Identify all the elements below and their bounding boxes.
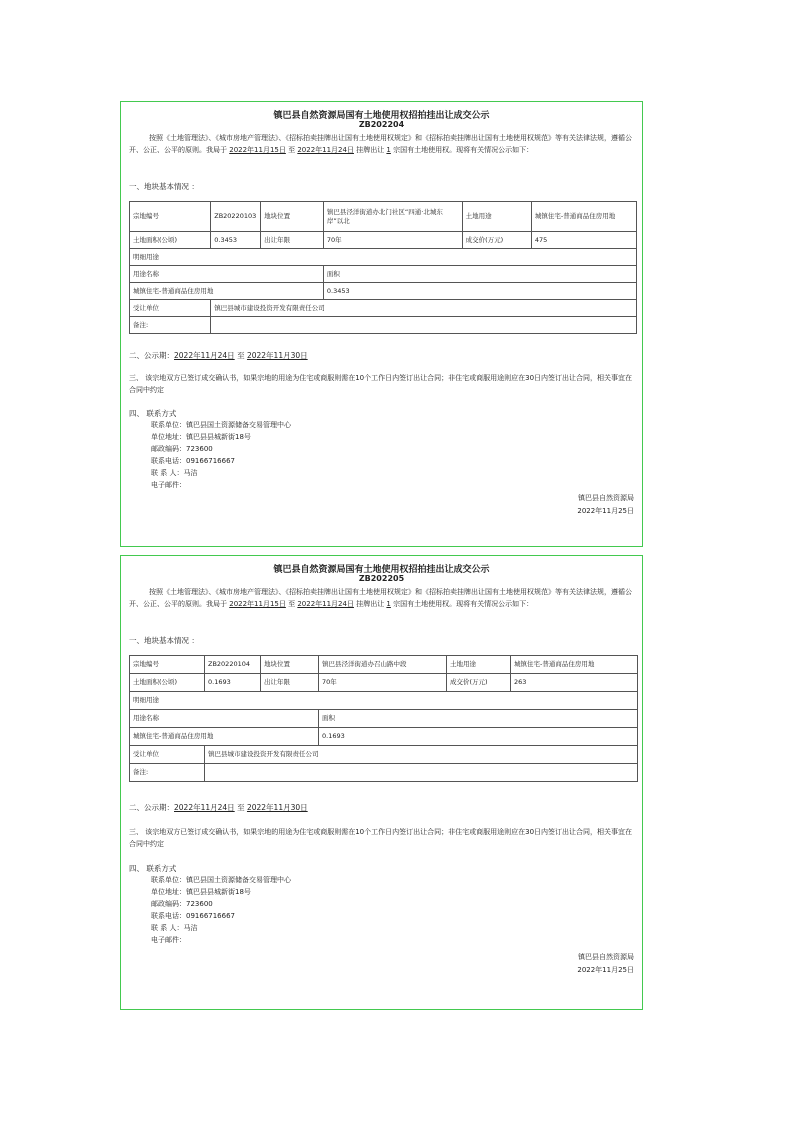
start-date: 2022年11月15日: [229, 600, 286, 608]
publicity-end: 2022年11月30日: [246, 803, 308, 812]
signature-date: 2022年11月25日: [577, 966, 634, 974]
area-col-label: 面积: [319, 710, 638, 728]
contact-email: 电子邮件：: [151, 936, 186, 944]
table-row: [130, 656, 638, 674]
table-row: [130, 283, 637, 300]
grantee: 镇巴县城市建设投资开发有限责任公司: [211, 300, 637, 317]
use-name-label: 用途名称: [130, 710, 319, 728]
table-row: [130, 317, 637, 334]
table-row: [130, 746, 638, 764]
table-row: [130, 232, 637, 249]
contact-person: 联 系 人：马洁: [151, 924, 198, 932]
use-name-label: 用途名称: [130, 266, 324, 283]
section-3: 三、 该宗地双方已签订成交确认书，如果宗地的用途为住宅或商服则需在10个工作日内签订出让合同；非住宅或商服用途则应在30日内签订出让合同，相关事宜在合同中约定: [129, 374, 633, 394]
contact-phone: 联系电话：09166716667: [151, 457, 235, 465]
section-4-title: 四、 联系方式: [129, 409, 177, 418]
notice-intro: 按照《土地管理法》、《城市房地产管理法》、《招标拍卖挂牌出让国有土地使用权规定》和《招标拍卖挂牌出让国有土地使用权规范》等有关法律法规，遵循公开、公正、公平的原则。我局于 2022年11月15日 至 2022年11月24日 挂牌出让 1 宗国有土地使用权。现将有关情况公示如下：: [129, 134, 632, 154]
remark-label: 备注:: [130, 317, 211, 334]
use-label: 土地用途: [447, 656, 511, 674]
signature-org: 镇巴县自然资源局: [578, 494, 634, 502]
remark: [205, 764, 638, 782]
table-row: [130, 266, 637, 283]
use: 城镇住宅-普通商品住房用地: [531, 202, 636, 232]
lot-no: ZB20220103: [211, 202, 261, 232]
detail-label: 明细用途: [130, 692, 638, 710]
term: 70年: [323, 232, 462, 249]
table-row: [130, 692, 638, 710]
remark-label: 备注:: [130, 764, 205, 782]
remark: [211, 317, 637, 334]
table-row: [130, 710, 638, 728]
publicity-end: 2022年11月30日: [246, 351, 308, 360]
signature: [577, 492, 634, 518]
table-row: [130, 249, 637, 266]
lot-table: [129, 655, 638, 782]
table-row: [130, 300, 637, 317]
lot-count: 1: [386, 600, 391, 608]
contact-unit: 联系单位：镇巴县国土资源储备交易管理中心: [151, 876, 291, 884]
section-1-title: 一、地块基本情况 ：: [129, 636, 199, 645]
end-date: 2022年11月24日: [297, 146, 354, 154]
area-col-label: 面积: [323, 266, 636, 283]
section-4-title: 四、 联系方式: [129, 864, 177, 873]
contact-phone: 联系电话：09166716667: [151, 912, 235, 920]
section-2: 二、公示期：2022年11月24日 至 2022年11月30日: [129, 803, 308, 812]
lot-no-label: 宗地编号: [130, 202, 211, 232]
table-row: [130, 674, 638, 692]
detail-label: 明细用途: [130, 249, 637, 266]
lot-no: ZB20220104: [205, 656, 261, 674]
price: 263: [511, 674, 638, 692]
section-1-title: 一、地块基本情况 ：: [129, 182, 199, 191]
end-date: 2022年11月24日: [297, 600, 354, 608]
location: 镇巴县泾洋街道办召山路中段: [319, 656, 447, 674]
contact-address: 单位地址：镇巴县县城新街18号: [151, 433, 251, 441]
location-label: 地块位置: [261, 202, 324, 232]
notice-title: 镇巴县自然资源局国有土地使用权招拍挂出让成交公示: [273, 111, 490, 121]
detail-use: 城镇住宅-普通商品住房用地: [130, 283, 324, 300]
detail-use: 城镇住宅-普通商品住房用地: [130, 728, 319, 746]
price: 475: [531, 232, 636, 249]
area: 0.1693: [205, 674, 261, 692]
contact-list: [151, 419, 291, 491]
contact-person: 联 系 人：马洁: [151, 469, 198, 477]
area: 0.3453: [211, 232, 261, 249]
location-label: 地块位置: [261, 656, 319, 674]
publicity-start: 2022年11月24日: [174, 803, 235, 812]
table-row: [130, 728, 638, 746]
notice-code: ZB202205: [358, 574, 405, 583]
detail-area: 0.1693: [319, 728, 638, 746]
notice-2: [120, 555, 643, 1010]
signature-org: 镇巴县自然资源局: [578, 953, 634, 961]
area-label: 土地面积(公顷): [130, 232, 211, 249]
signature: [577, 951, 634, 977]
contact-email: 电子邮件：: [151, 481, 186, 489]
contact-unit: 联系单位：镇巴县国土资源储备交易管理中心: [151, 421, 291, 429]
contact-address: 单位地址：镇巴县县城新街18号: [151, 888, 251, 896]
location: 镇巴县泾洋街道办北门社区“四通·北城东岸”以北: [323, 202, 462, 232]
lot-table: [129, 201, 637, 334]
notice-1: [120, 101, 643, 547]
detail-area: 0.3453: [323, 283, 636, 300]
price-label: 成交价(万元): [462, 232, 531, 249]
section-3: 三、 该宗地双方已签订成交确认书，如果宗地的用途为住宅或商服则需在10个工作日内签订出让合同；非住宅或商服用途则应在30日内签订出让合同，相关事宜在合同中约定: [129, 828, 633, 848]
area-label: 土地面积(公顷): [130, 674, 205, 692]
notice-intro: 按照《土地管理法》、《城市房地产管理法》、《招标拍卖挂牌出让国有土地使用权规定》和《招标拍卖挂牌出让国有土地使用权规范》等有关法律法规，遵循公开、公正、公平的原则。我局于 2022年11月15日 至 2022年11月24日 挂牌出让 1 宗国有土地使用权。现将有关情况公示如下：: [129, 588, 632, 608]
term-label: 出让年限: [261, 232, 324, 249]
start-date: 2022年11月15日: [229, 146, 286, 154]
publicity-start: 2022年11月24日: [174, 351, 235, 360]
section-2: 二、公示期：2022年11月24日 至 2022年11月30日: [129, 351, 308, 360]
price-label: 成交价(万元): [447, 674, 511, 692]
table-row: [130, 764, 638, 782]
grantee-label: 受让单位: [130, 300, 211, 317]
contact-list: [151, 874, 291, 946]
lot-count: 1: [386, 146, 391, 154]
term-label: 出让年限: [261, 674, 319, 692]
contact-postcode: 邮政编码：723600: [151, 445, 213, 453]
contact-postcode: 邮政编码：723600: [151, 900, 213, 908]
signature-date: 2022年11月25日: [577, 507, 634, 515]
term: 70年: [319, 674, 447, 692]
grantee-label: 受让单位: [130, 746, 205, 764]
use: 城镇住宅-普通商品住房用地: [511, 656, 638, 674]
grantee: 镇巴县城市建设投资开发有限责任公司: [205, 746, 638, 764]
lot-no-label: 宗地编号: [130, 656, 205, 674]
table-row: [130, 202, 637, 232]
notice-title: 镇巴县自然资源局国有土地使用权招拍挂出让成交公示: [273, 565, 490, 575]
use-label: 土地用途: [462, 202, 531, 232]
notice-code: ZB202204: [358, 120, 405, 129]
